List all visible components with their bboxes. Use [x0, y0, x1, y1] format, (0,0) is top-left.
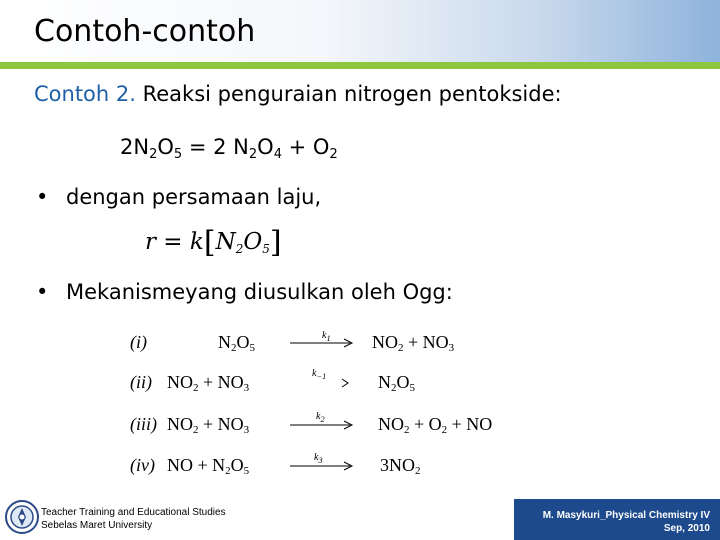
- step-reactants: [167, 414, 249, 436]
- k-symbol: k: [312, 368, 317, 379]
- mech-part: NO: [378, 414, 404, 434]
- eq-part: O: [257, 135, 274, 159]
- bullet-glyph: •: [36, 280, 49, 304]
- k-sub: 1: [326, 334, 331, 343]
- rate-part: k: [189, 229, 204, 255]
- forward-arrow-icon: [290, 337, 354, 349]
- slide-subtitle: [34, 82, 562, 106]
- mech-sub: 5: [243, 465, 250, 477]
- rate-part: O: [243, 229, 263, 255]
- mech-part: O: [230, 455, 244, 475]
- mech-sub: 5: [409, 382, 415, 394]
- mech-sub: 2: [193, 382, 199, 394]
- step-label: (iv): [130, 455, 155, 475]
- step-reactants: [167, 372, 249, 394]
- footer-date: Sep, 2010: [663, 523, 710, 534]
- footer-institution-line1: Teacher Training and Educational Studies: [41, 507, 226, 518]
- bullet-glyph: •: [36, 185, 49, 209]
- slide-title: Contoh-contoh: [34, 14, 256, 49]
- rate-constant-label: [312, 368, 326, 381]
- reaction-equation: [120, 135, 338, 162]
- forward-arrow-icon: [290, 419, 354, 431]
- eq-sub: 2: [149, 147, 158, 162]
- step-reactants: [167, 455, 249, 477]
- step-label: (ii): [130, 372, 152, 392]
- mech-part: N: [218, 332, 231, 352]
- k-symbol: k: [322, 330, 327, 341]
- mech-part: O: [236, 332, 250, 352]
- mech-part: NO: [167, 455, 193, 475]
- mech-sub: 2: [391, 382, 397, 394]
- step-products: [380, 455, 421, 477]
- step-products: [378, 414, 492, 436]
- mech-part: + NO: [198, 372, 244, 392]
- subtitle-prefix: Contoh 2.: [34, 82, 136, 106]
- subtitle-text: Reaksi penguraian nitrogen pentokside:: [135, 82, 562, 106]
- mech-sub: 5: [249, 342, 255, 354]
- rate-bracket: [: [203, 225, 216, 260]
- rate-part: r: [145, 229, 156, 255]
- rate-part: N: [215, 229, 236, 255]
- k-symbol: k: [314, 452, 319, 463]
- k-symbol: k: [316, 411, 321, 422]
- mech-part: NO: [372, 332, 398, 352]
- step-reactants: [218, 332, 255, 354]
- mech-part: + NO: [198, 414, 244, 434]
- mech-part: N: [378, 372, 391, 392]
- mech-part: + N: [193, 455, 226, 475]
- bullet-mechanism: [36, 280, 453, 304]
- rate-part: =: [156, 229, 190, 255]
- forward-arrow-icon: [290, 460, 354, 472]
- step-products: [372, 332, 454, 354]
- eq-part: 2N: [120, 135, 150, 159]
- mech-sub: 2: [231, 342, 237, 354]
- rate-bracket: ]: [269, 225, 282, 260]
- mech-part: NO: [167, 372, 193, 392]
- k-sub: 2: [320, 415, 325, 424]
- footer-author: M. Masykuri_Physical Chemistry IV: [542, 510, 710, 521]
- step-label: (i): [130, 332, 147, 352]
- step-products: [378, 372, 415, 394]
- mech-sub: 2: [193, 424, 199, 436]
- bullet-text: Mekanismeyang diusulkan oleh Ogg:: [66, 280, 453, 304]
- eq-sub: 4: [273, 147, 282, 162]
- mech-part: O: [396, 372, 410, 392]
- eq-sub: 5: [173, 147, 183, 162]
- step-label: (iii): [130, 414, 157, 434]
- mech-sub: 2: [225, 465, 231, 477]
- bullet-text: dengan persamaan laju,: [66, 185, 322, 209]
- mech-part: + NO: [447, 414, 493, 434]
- mech-sub: 2: [404, 424, 410, 436]
- rate-sub: 2: [235, 242, 244, 256]
- eq-part: + O: [281, 135, 330, 159]
- bullet-rate-law: [36, 185, 321, 209]
- footer-author-box: [514, 499, 720, 540]
- mech-sub: 3: [448, 342, 455, 354]
- mech-part: + O: [409, 414, 442, 434]
- mech-part: NO: [167, 414, 193, 434]
- rate-equation: [145, 225, 282, 260]
- header-accent-line: [0, 62, 720, 69]
- mech-sub: 2: [398, 342, 404, 354]
- mech-part: 3NO: [380, 455, 415, 475]
- forward-arrow-icon: [340, 377, 350, 389]
- mech-sub: 2: [441, 424, 448, 436]
- mech-sub: 3: [243, 382, 250, 394]
- mech-sub: 2: [415, 465, 421, 477]
- mech-part: + NO: [403, 332, 449, 352]
- mech-sub: 3: [243, 424, 250, 436]
- footer-institution-line2: Sebelas Maret University: [41, 520, 153, 531]
- eq-part: = 2 N: [182, 135, 249, 159]
- eq-sub: 2: [329, 147, 338, 162]
- university-seal-icon: [4, 498, 40, 536]
- eq-sub: 2: [248, 147, 258, 162]
- k-sub: −1: [316, 372, 327, 381]
- eq-part: O: [157, 135, 174, 159]
- k-sub: 3: [318, 456, 323, 465]
- rate-sub: 5: [262, 242, 270, 256]
